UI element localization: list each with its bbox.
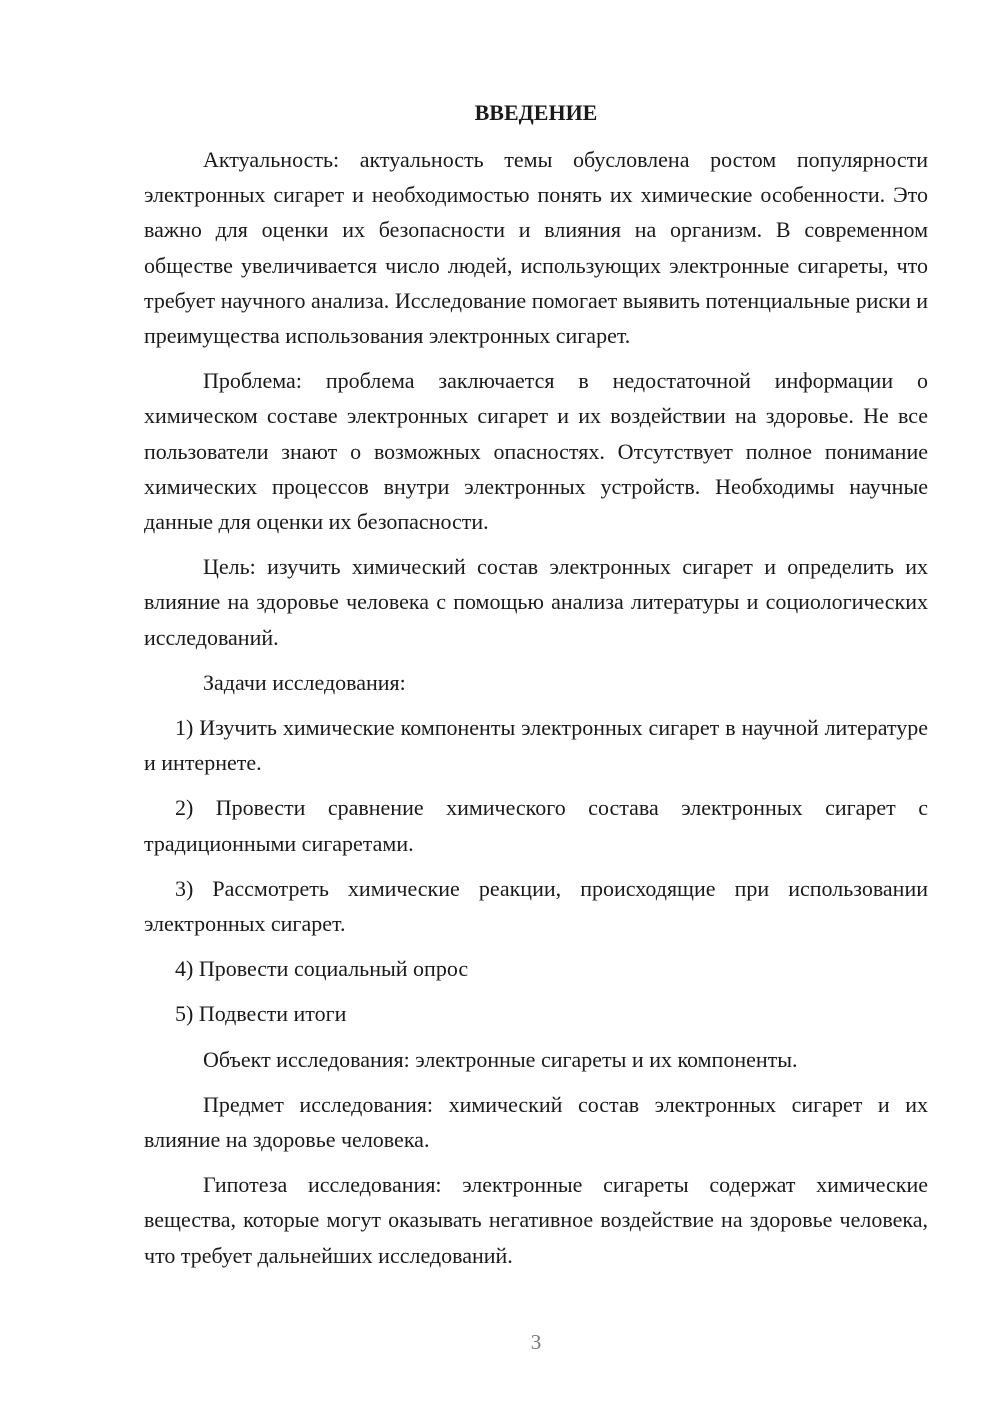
problem-paragraph: Проблема: проблема заключается в недостаточной информации о химическом составе электронных сигарет и их воздействии на здоровье. Не все пользователи знают о возможных опасностях. Отсутствует полное понимание химических процессов внутри электронных устройств. Необходимы научные данные для оценки их безопасности. bbox=[144, 368, 928, 535]
task-item-2: 2) Провести сравнение химического состава электронных сигарет с традиционными сигаретами. bbox=[144, 795, 928, 856]
task-item-4: 4) Провести социальный опрос bbox=[175, 956, 469, 982]
page-number: 3 bbox=[530, 1330, 542, 1354]
hypothesis-paragraph: Гипотеза исследования: электронные сигареты содержат химические вещества, которые могут оказывать негативное воздействие на здоровье человека, что требует дальнейших исследований. bbox=[144, 1172, 928, 1268]
task-item-3: 3) Рассмотреть химические реакции, происходящие при использовании электронных сигарет. bbox=[144, 875, 928, 937]
object-paragraph: Объект исследования: электронные сигареты и их компоненты. bbox=[203, 1046, 798, 1072]
section-title: ВВЕДЕНИЕ bbox=[474, 100, 598, 125]
task-item-5: 5) Подвести итоги bbox=[175, 1001, 347, 1027]
goal-paragraph: Цель: изучить химический состав электронных сигарет и определить их влияние на здоровье человека с помощью анализа литературы и социологических исследований. bbox=[144, 554, 928, 650]
relevance-paragraph: Актуальность: актуальность темы обусловлена ростом популярности электронных сигарет и необходимостью понять их химические особенности. Это важно для оценки их безопасности и влияния на организм. В современном обществе увеличивается число людей, использующих электронные сигареты, что требует научного анализа. Исследование помогает выявить потенциальные риски и преимущества использования электронных сигарет. bbox=[144, 147, 928, 349]
tasks-heading: Задачи исследования: bbox=[203, 669, 406, 695]
page-content bbox=[144, 95, 928, 1283]
subject-paragraph: Предмет исследования: химический состав электронных сигарет и их влияние на здоровье человека. bbox=[144, 1091, 928, 1153]
task-item-1: 1) Изучить химические компоненты электронных сигарет в научной литературе и интернете. bbox=[144, 715, 928, 776]
